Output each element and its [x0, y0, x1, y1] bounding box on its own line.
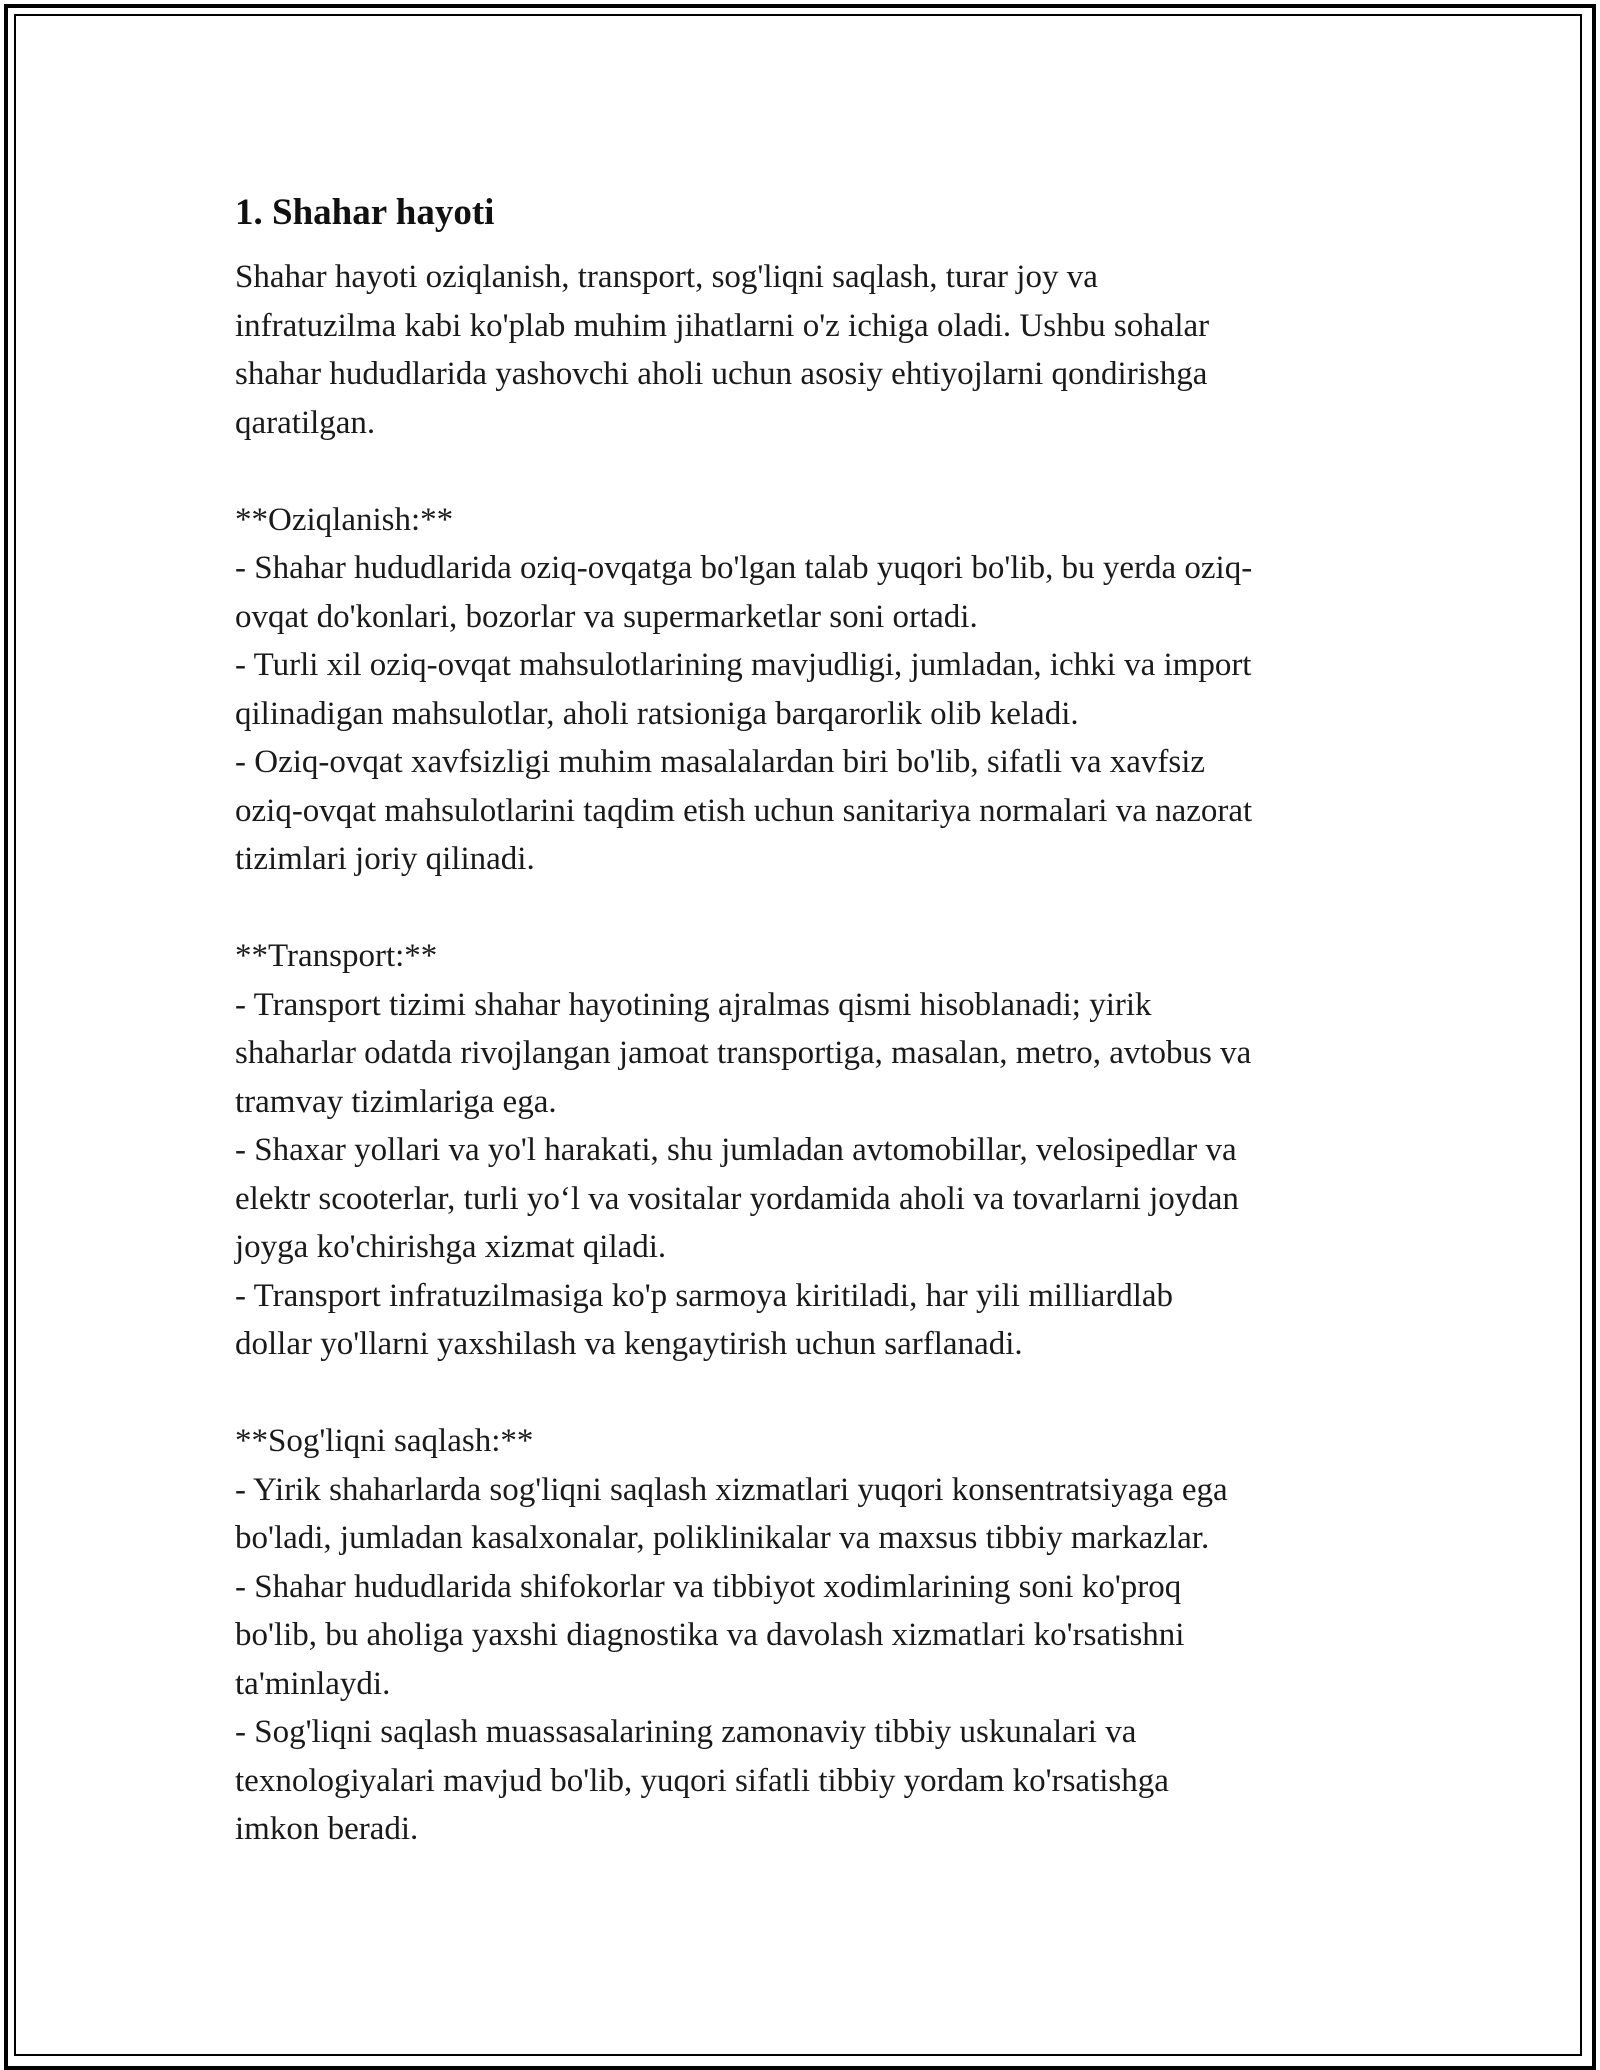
section-transport	[235, 932, 1385, 1369]
section-line: dollar yo'llarni yaxshilash va kengaytirish uchun sarflanadi.	[235, 1326, 1023, 1362]
section-line: elektr scooterlar, turli yo‘l va vositalar yordamida aholi va tovarlarni joydan	[235, 1180, 1239, 1217]
section-line: - Shaxar yollari va yo'l harakati, shu jumladan avtomobillar, velosipedlar va	[235, 1132, 1237, 1168]
section-line: ta'minlaydi.	[235, 1665, 391, 1702]
section-line: - Yirik shaharlarda sog'liqni saqlash xizmatlari yuqori konsentratsiyaga ega	[235, 1471, 1228, 1508]
section-title: **Transport:**	[235, 938, 438, 974]
section-sogliqni-saqlash	[235, 1417, 1385, 1854]
section-title: **Sog'liqni saqlash:**	[235, 1423, 534, 1459]
section-oziqlanish	[235, 496, 1385, 884]
intro-line: infratuzilma kabi ko'plab muhim jihatlarni o'z ichiga oladi. Ushbu sohalar	[235, 307, 1210, 344]
section-line: - Sog'liqni saqlash muassasalarining zamonaviy tibbiy uskunalari va	[235, 1714, 1137, 1750]
section-line: bo'lib, bu aholiga yaxshi diagnostika va davolash xizmatlari ko'rsatishni	[235, 1617, 1185, 1653]
intro-line: Shahar hayoti oziqlanish, transport, sog'liqni saqlash, turar joy va	[235, 259, 1098, 295]
section-line: - Transport infratuzilmasiga ko'p sarmoya kiritiladi, har yili milliardlab	[235, 1277, 1174, 1314]
document-body	[235, 185, 1385, 1854]
section-title: **Oziqlanish:**	[235, 501, 454, 538]
section-line: - Oziq-ovqat xavfsizligi muhim masalalardan biri bo'lib, sifatli va xavfsiz	[235, 744, 1206, 780]
section-line: bo'ladi, jumladan kasalxonalar, poliklinikalar va maxsus tibbiy markazlar.	[235, 1520, 1210, 1556]
section-line: qilinadigan mahsulotlar, aholi ratsioniga barqarorlik olib keladi.	[235, 695, 1079, 732]
page-title: 1. Shahar hayoti	[235, 192, 495, 233]
section-line: oziq-ovqat mahsulotlarini taqdim etish uchun sanitariya normalari va nazorat	[235, 792, 1253, 829]
section-line: - Shahar hududlarida oziq-ovqatga bo'lgan talab yuqori bo'lib, bu yerda oziq-	[235, 550, 1253, 586]
section-line: joyga ko'chirishga xizmat qiladi.	[235, 1229, 667, 1265]
section-line: imkon beradi.	[235, 1811, 419, 1847]
section-line: - Turli xil oziq-ovqat mahsulotlarining mavjudligi, jumladan, ichki va import	[235, 647, 1252, 683]
section-line: - Transport tizimi shahar hayotining ajralmas qismi hisoblanadi; yirik	[235, 986, 1152, 1023]
intro-paragraph	[235, 253, 1385, 447]
section-line: tramvay tizimlariga ega.	[235, 1083, 557, 1120]
section-line: tizimlari joriy qilinadi.	[235, 841, 535, 877]
section-line: ovqat do'konlari, bozorlar va supermarketlar soni ortadi.	[235, 598, 978, 635]
section-line: texnologiyalari mavjud bo'lib, yuqori sifatli tibbiy yordam ko'rsatishga	[235, 1762, 1169, 1799]
section-line: shaharlar odatda rivojlangan jamoat transportiga, masalan, metro, avtobus va	[235, 1035, 1252, 1071]
section-line: - Shahar hududlarida shifokorlar va tibbiyot xodimlarining soni ko'proq	[235, 1568, 1182, 1605]
intro-line: qaratilgan.	[235, 404, 376, 441]
intro-line: shahar hududlarida yashovchi aholi uchun asosiy ehtiyojlarni qondirishga	[235, 356, 1208, 392]
